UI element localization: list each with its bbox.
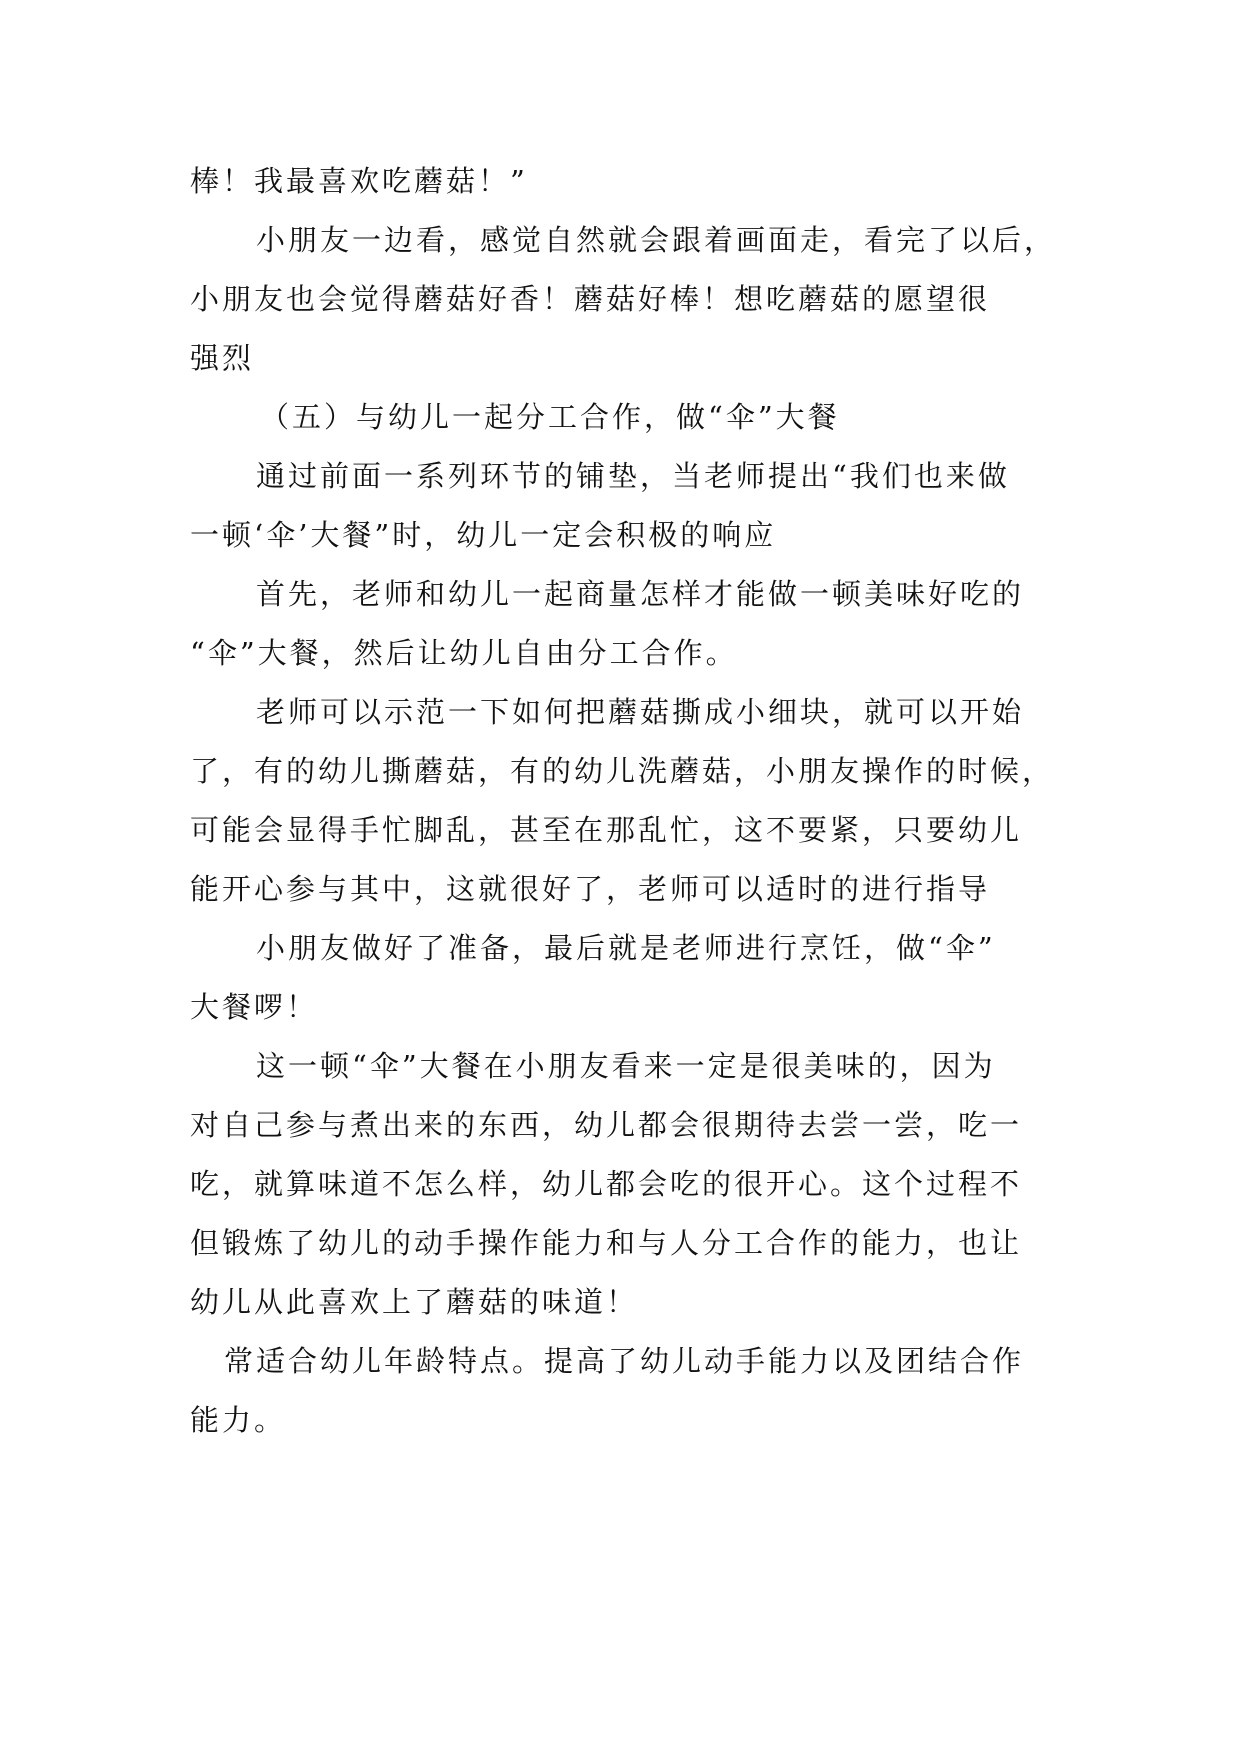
text-line: 常适合幼儿年龄特点。提高了幼儿动手能力以及团结合作	[224, 1344, 1025, 1378]
document-body	[190, 152, 1057, 1450]
text-line: 能开心参与其中，这就很好了，老师可以适时的进行指导	[190, 872, 991, 906]
text-line: 棒！我最喜欢吃蘑菇！”	[190, 164, 528, 198]
text-line: 强烈	[190, 341, 255, 375]
text-line: 对自己参与煮出来的东西，幼儿都会很期待去尝一尝，吃一	[190, 1108, 1023, 1142]
text-line: 了，有的幼儿撕蘑菇，有的幼儿洗蘑菇，小朋友操作的时候，	[190, 754, 1055, 788]
text-line: 但锻炼了幼儿的动手操作能力和与人分工合作的能力，也让	[190, 1226, 1023, 1260]
text-line: 小朋友也会觉得蘑菇好香！蘑菇好棒！想吃蘑菇的愿望很	[190, 282, 991, 316]
text-line: 吃，就算味道不怎么样，幼儿都会吃的很开心。这个过程不	[190, 1167, 1023, 1201]
text-line: 通过前面一系列环节的铺垫，当老师提出“我们也来做	[256, 459, 1010, 493]
text-line: 大餐啰！	[190, 990, 319, 1024]
text-line: 首先，老师和幼儿一起商量怎样才能做一顿美味好吃的	[256, 577, 1025, 611]
text-line: 可能会显得手忙脚乱，甚至在那乱忙，这不要紧，只要幼儿	[190, 813, 1023, 847]
text-line: 幼儿从此喜欢上了蘑菇的味道！	[190, 1285, 639, 1319]
text-line: 小朋友一边看，感觉自然就会跟着画面走，看完了以后，	[256, 223, 1057, 257]
section-heading: （五）与幼儿一起分工合作，做“伞”大餐	[260, 400, 840, 434]
text-line: “伞”大餐，然后让幼儿自由分工合作。	[190, 636, 738, 670]
text-line: 这一顿“伞”大餐在小朋友看来一定是很美味的，因为	[256, 1049, 996, 1083]
text-line: 小朋友做好了准备，最后就是老师进行烹饪，做“伞”	[256, 931, 996, 965]
text-line: 一顿‘伞’大餐”时，幼儿一定会积极的响应	[190, 518, 777, 552]
text-line: 老师可以示范一下如何把蘑菇撕成小细块，就可以开始	[256, 695, 1025, 729]
text-line: 能力。	[190, 1403, 287, 1437]
